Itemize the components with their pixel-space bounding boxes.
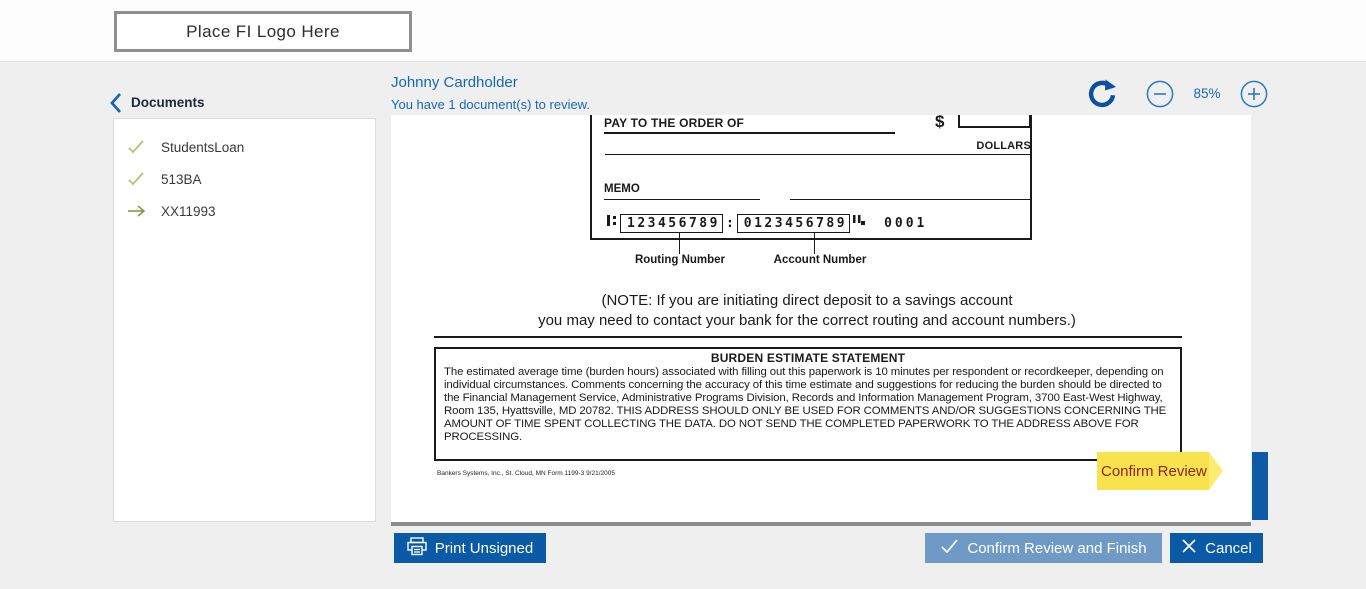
zoom-in-button[interactable] bbox=[1240, 80, 1268, 108]
micr-transit-icon bbox=[607, 213, 617, 233]
refresh-button[interactable] bbox=[1087, 79, 1117, 109]
chevron-left-icon bbox=[109, 101, 123, 118]
confirm-review-tag[interactable] bbox=[1097, 452, 1223, 490]
documents-panel bbox=[113, 118, 376, 522]
note-line-1: (NOTE: If you are initiating direct deposit to a savings account bbox=[601, 292, 1013, 309]
user-name: Johnny Cardholder bbox=[391, 74, 518, 91]
document-label: 513BA bbox=[161, 171, 202, 187]
account-leader-line bbox=[814, 233, 815, 254]
dollar-sign: $ bbox=[935, 115, 945, 131]
micr-onus-icon bbox=[853, 213, 865, 233]
check-number: 0001 bbox=[884, 215, 928, 231]
fi-logo-placeholder-text: Place FI Logo Here bbox=[186, 21, 340, 41]
back-button[interactable] bbox=[109, 92, 127, 114]
confirm-review-finish-label: Confirm Review and Finish bbox=[967, 539, 1147, 557]
zoom-out-button[interactable] bbox=[1146, 80, 1174, 108]
review-message: You have 1 document(s) to review. bbox=[391, 97, 590, 112]
minus-circle-icon bbox=[1146, 95, 1174, 112]
routing-leader-line bbox=[679, 233, 680, 254]
document-list-item[interactable] bbox=[114, 196, 375, 226]
dollars-line bbox=[605, 154, 1031, 155]
micr-separator: : bbox=[725, 215, 734, 231]
zoom-level: 85% bbox=[1193, 86, 1221, 101]
account-number: 0123456789 bbox=[737, 214, 850, 233]
micr-line bbox=[604, 213, 927, 233]
cancel-label: Cancel bbox=[1205, 539, 1252, 557]
form-footer: Bankers Systems, Inc., St. Cloud, MN Form 1199-3 9/21/2005 bbox=[437, 470, 615, 477]
confirm-review-finish-button[interactable] bbox=[925, 533, 1162, 563]
pay-to-label: PAY TO THE ORDER OF bbox=[604, 116, 745, 130]
burden-statement-box bbox=[434, 347, 1182, 461]
memo-label: MEMO bbox=[604, 183, 640, 195]
cancel-button[interactable] bbox=[1170, 533, 1263, 563]
x-icon bbox=[1181, 538, 1197, 558]
memo-line bbox=[604, 199, 760, 200]
plus-circle-icon bbox=[1240, 95, 1268, 112]
document-label: StudentsLoan bbox=[161, 139, 245, 155]
divider-rule bbox=[434, 336, 1182, 338]
top-bar bbox=[0, 0, 1366, 62]
refresh-icon bbox=[1087, 96, 1117, 113]
account-number-label: Account Number bbox=[773, 254, 867, 266]
document-bottom-edge bbox=[391, 522, 1251, 526]
routing-number: 123456789 bbox=[620, 214, 723, 233]
document-list-item[interactable] bbox=[114, 164, 375, 194]
document-label: XX11993 bbox=[161, 203, 216, 219]
memo-line bbox=[790, 199, 1031, 200]
document-list-item[interactable] bbox=[114, 132, 375, 162]
check-icon bbox=[940, 538, 959, 558]
tag-arrow-icon bbox=[1209, 452, 1223, 490]
printer-icon bbox=[407, 537, 427, 560]
amount-box bbox=[958, 115, 1031, 128]
arrow-right-icon bbox=[127, 205, 151, 217]
fi-logo-placeholder bbox=[114, 11, 412, 52]
check-icon bbox=[127, 139, 151, 155]
note-text bbox=[507, 291, 1107, 331]
dollars-label: DOLLARS bbox=[976, 140, 1031, 152]
check-icon bbox=[127, 171, 151, 187]
pay-to-line bbox=[604, 132, 895, 134]
signature-marker-bar[interactable] bbox=[1252, 452, 1268, 520]
print-unsigned-button[interactable] bbox=[394, 533, 546, 563]
print-unsigned-label: Print Unsigned bbox=[434, 539, 534, 557]
confirm-review-tag-label: Confirm Review bbox=[1097, 452, 1209, 490]
sidebar-title: Documents bbox=[131, 95, 205, 110]
burden-title: BURDEN ESTIMATE STATEMENT bbox=[710, 351, 906, 365]
note-line-2: you may need to contact your bank for the correct routing and account numbers.) bbox=[538, 312, 1076, 329]
routing-number-label: Routing Number bbox=[634, 254, 726, 266]
burden-body: The estimated average time (burden hours) associated with filling out this paperwork is 10 minutes per respondent or recordkeeper, depending on individual circumstances. Comments concerning the accuracy of this time estimate and suggestions for reducing the burden should be directed to the Financial Management Service, Administrative Programs Division, Records and Information Management Program, 3700 East-West Highway, Room 135, Hyattsville, MD 20782. THIS ADDRESS SHOULD ONLY BE USED FOR COMMENTS AND/OR SUGGESTIONS CONCERNING THE AMOUNT OF TIME SPENT COLLECTING THE DATA. DO NOT SEND THE COMPLETED PAPERWORK TO THE ADDRESS ABOVE FOR PROCESSING. bbox=[444, 366, 1167, 443]
